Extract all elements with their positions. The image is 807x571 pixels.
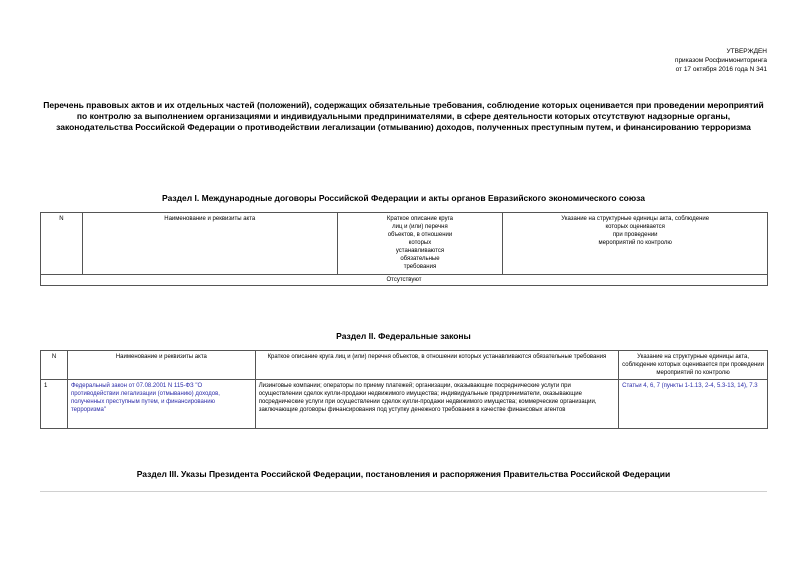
table-header-row bbox=[41, 351, 768, 380]
header-line: Краткое описание круга bbox=[386, 216, 453, 222]
empty-row-text: Отсутствуют bbox=[41, 275, 768, 286]
header-line: Указание на структурные единицы акта, соблюдение bbox=[561, 216, 710, 222]
approval-line-3: от 17 октября 2016 года N 341 bbox=[675, 66, 767, 73]
column-header-n: N bbox=[41, 351, 68, 380]
table-header-row bbox=[41, 213, 768, 275]
row-description: Лизинговые компании; операторы по приему платежей; организации, оказывающие посреднические услуги при осуществлении сделок купли-продажи недвижимого имущества; индивидуальные предприниматели, оказывающие посреднические услуги при осуществлении сделок купли-продажи недвижимого имущества; коммерческие организации, заключающие договоры финансирования под уступку денежного требования в качестве финансовых агентов bbox=[255, 380, 618, 429]
table-row bbox=[41, 380, 768, 429]
section-2-table bbox=[40, 350, 768, 429]
section-1-table bbox=[40, 212, 768, 286]
column-header-description bbox=[337, 213, 503, 275]
header-line: которых оценивается bbox=[605, 224, 665, 230]
header-line: обязательные bbox=[400, 256, 440, 262]
section-2-heading: Раздел II. Федеральные законы bbox=[336, 331, 471, 341]
column-header-structural-units: Указание на структурные единицы акта, соблюдение которых оценивается при проведении мероприятий по контролю bbox=[619, 351, 768, 380]
law-link[interactable]: Федеральный закон от 07.08.2001 N 115-ФЗ "О противодействии легализации (отмыванию) доходов, полученных преступным путем, и финансированию терроризма" bbox=[67, 380, 255, 429]
header-line: мероприятий по контролю bbox=[598, 240, 672, 246]
row-number: 1 bbox=[41, 380, 68, 429]
section-3-heading: Раздел III. Указы Президента Российской Федерации, постановления и распоряжения Правительства Российской Федерации bbox=[136, 469, 671, 479]
header-line: лиц и (или) перечня bbox=[392, 224, 448, 230]
column-header-structural-units bbox=[503, 213, 768, 275]
column-header-description: Краткое описание круга лиц и (или) перечня объектов, в отношении которых устанавливаются обязательные требования bbox=[255, 351, 618, 380]
header-line: которых bbox=[408, 240, 432, 246]
header-line: при проведении bbox=[612, 232, 658, 238]
approval-line-2: приказом Росфинмониторинга bbox=[674, 57, 767, 64]
column-header-name: Наименование и реквизиты акта bbox=[67, 351, 255, 380]
approval-line-1: УТВЕРЖДЕН bbox=[726, 48, 767, 55]
column-header-name: Наименование и реквизиты акта bbox=[82, 213, 337, 275]
structural-units-link[interactable]: Статьи 4, 6, 7 (пункты 1-1.13, 2-4, 5.3-13, 14), 7.3 bbox=[619, 380, 768, 429]
table-row bbox=[41, 275, 768, 286]
header-line: устанавливаются bbox=[395, 248, 445, 254]
column-header-n: N bbox=[41, 213, 83, 275]
document-title: Перечень правовых актов и их отдельных частей (положений), содержащих обязательные требования, соблюдение которых оценивается при проведении мероприятий по контролю за выполнением организациями и индивидуальными предпринимателями, в сфере деятельности которых отсутствуют надзорные органы, законодательства Российской Федерации о противодействии легализации (отмыванию) доходов, полученных преступным путем, и финансированию терроризма bbox=[43, 100, 764, 132]
section-1-heading: Раздел I. Международные договоры Российской Федерации и акты органов Евразийского экономического союза bbox=[162, 193, 645, 203]
approval-block bbox=[675, 47, 767, 74]
header-line: объектов, в отношении bbox=[387, 232, 453, 238]
header-line: требования bbox=[403, 264, 437, 270]
divider bbox=[40, 491, 767, 492]
